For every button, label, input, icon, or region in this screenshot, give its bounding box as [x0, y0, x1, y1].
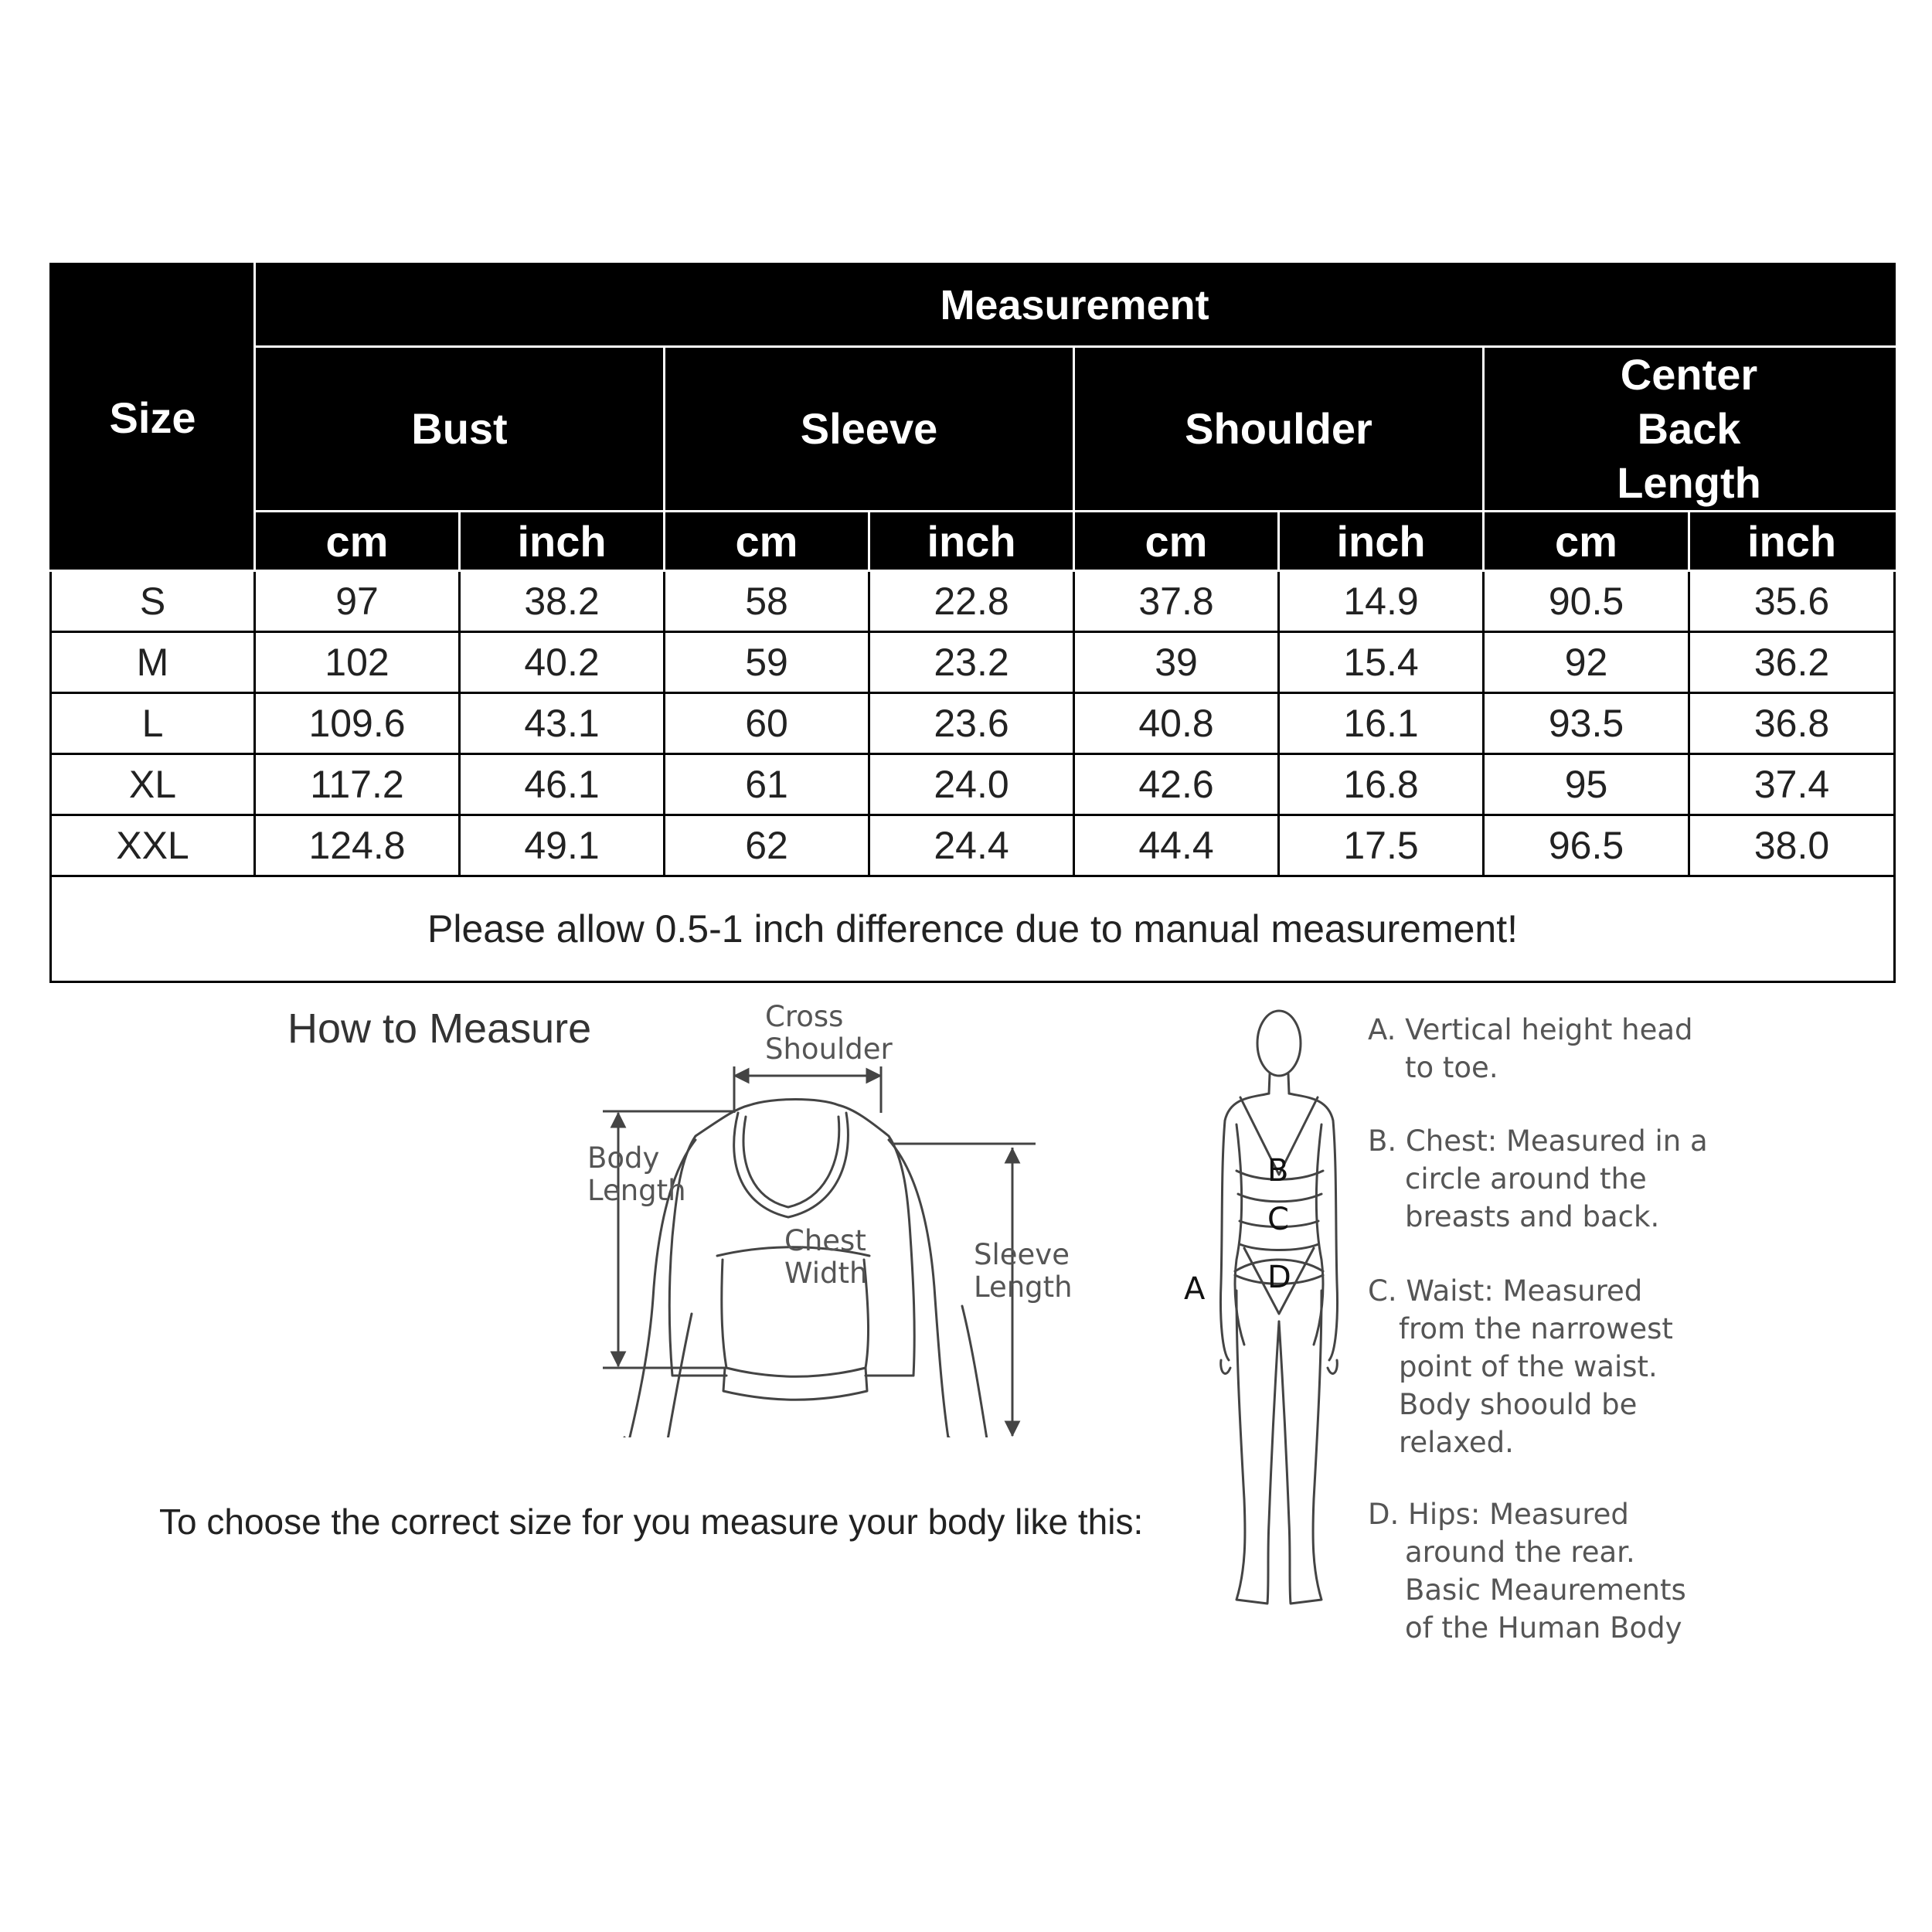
value-cell: 16.1: [1279, 693, 1484, 754]
definition-d: [1368, 1495, 1770, 1647]
value-cell: 117.2: [255, 754, 460, 815]
definition-line: circle around the: [1405, 1162, 1647, 1196]
value-cell: 97: [255, 571, 460, 632]
size-cell: M: [51, 632, 255, 693]
body-letter-d: D: [1267, 1260, 1291, 1295]
value-cell: 93.5: [1484, 693, 1689, 754]
value-cell: 23.2: [869, 632, 1074, 693]
table-row: [51, 815, 1895, 876]
unit-header: inch: [1279, 512, 1484, 571]
size-cell: L: [51, 693, 255, 754]
definition-line: A. Vertical height head: [1368, 1013, 1693, 1046]
sweater-diagram: [541, 1005, 1097, 1437]
value-cell: 23.6: [869, 693, 1074, 754]
body-figure-diagram: [1159, 997, 1360, 1631]
value-cell: 35.6: [1689, 571, 1895, 632]
value-cell: 109.6: [255, 693, 460, 754]
value-cell: 62: [665, 815, 869, 876]
value-cell: 59: [665, 632, 869, 693]
definition-line: around the rear.: [1405, 1536, 1635, 1569]
value-cell: 102: [255, 632, 460, 693]
definition-line: from the narrowest: [1399, 1312, 1673, 1345]
value-cell: 90.5: [1484, 571, 1689, 632]
value-cell: 46.1: [460, 754, 665, 815]
body-letter-b: B: [1267, 1153, 1289, 1189]
value-cell: 17.5: [1279, 815, 1484, 876]
cross-shoulder-label-line: Shoulder: [765, 1032, 893, 1066]
definition-c: [1368, 1272, 1770, 1461]
measurement-note: Please allow 0.5-1 inch difference due to manual measurement!: [51, 876, 1895, 982]
size-cell: XXL: [51, 815, 255, 876]
definition-line: point of the waist.: [1399, 1350, 1658, 1383]
value-cell: 24.0: [869, 754, 1074, 815]
value-cell: 49.1: [460, 815, 665, 876]
chest-width-label-line: Chest: [784, 1224, 866, 1257]
size-cell: S: [51, 571, 255, 632]
value-cell: 37.8: [1074, 571, 1279, 632]
size-cell: XL: [51, 754, 255, 815]
unit-header: inch: [460, 512, 665, 571]
definition-line: relaxed.: [1399, 1426, 1514, 1459]
value-cell: 42.6: [1074, 754, 1279, 815]
unit-header: cm: [1074, 512, 1279, 571]
value-cell: 96.5: [1484, 815, 1689, 876]
head: [1257, 1011, 1301, 1076]
unit-header: cm: [665, 512, 869, 571]
center-back-length-header: [1484, 347, 1895, 512]
value-cell: 124.8: [255, 815, 460, 876]
table-row: [51, 754, 1895, 815]
definition-a: [1368, 1011, 1770, 1087]
sleeve-length-label: [974, 1239, 1073, 1304]
unit-header: inch: [1689, 512, 1895, 571]
value-cell: 15.4: [1279, 632, 1484, 693]
definition-b: [1368, 1122, 1770, 1236]
cross-shoulder-label: [765, 1001, 893, 1066]
value-cell: 58: [665, 571, 869, 632]
value-cell: 36.2: [1689, 632, 1895, 693]
value-cell: 38.0: [1689, 815, 1895, 876]
note-row: [51, 876, 1895, 982]
measurement-header: Measurement: [255, 264, 1895, 347]
shoulder-header: Shoulder: [1074, 347, 1484, 512]
body-letter-c: C: [1267, 1202, 1289, 1237]
value-cell: 37.4: [1689, 754, 1895, 815]
definition-line: of the Human Body: [1405, 1611, 1682, 1645]
sleeve-header: Sleeve: [665, 347, 1074, 512]
chest-width-label: [784, 1225, 868, 1290]
value-cell: 40.2: [460, 632, 665, 693]
definition-line: Body shoould be: [1399, 1388, 1638, 1421]
unit-header: cm: [255, 512, 460, 571]
definition-line: D. Hips: Measured: [1368, 1498, 1629, 1531]
value-cell: 40.8: [1074, 693, 1279, 754]
center-back-length-label: Center Back Length: [1617, 350, 1761, 507]
definition-line: to toe.: [1405, 1051, 1498, 1084]
body-length-label-line: Body: [587, 1141, 660, 1175]
value-cell: 22.8: [869, 571, 1074, 632]
sleeve-length-label-line: Sleeve: [974, 1238, 1070, 1271]
value-cell: 61: [665, 754, 869, 815]
choose-size-instruction: To choose the correct size for you measure your body like this:: [159, 1502, 1144, 1542]
value-cell: 36.8: [1689, 693, 1895, 754]
body-length-label-line: Length: [587, 1174, 686, 1207]
value-cell: 38.2: [460, 571, 665, 632]
value-cell: 16.8: [1279, 754, 1484, 815]
value-cell: 24.4: [869, 815, 1074, 876]
body-letter-a: A: [1184, 1271, 1206, 1307]
value-cell: 60: [665, 693, 869, 754]
cross-shoulder-label-line: Cross: [765, 1000, 844, 1033]
unit-header: inch: [869, 512, 1074, 571]
body-length-label: [587, 1142, 686, 1207]
table-row: [51, 693, 1895, 754]
value-cell: 14.9: [1279, 571, 1484, 632]
table-row: [51, 571, 1895, 632]
sleeve-length-label-line: Length: [974, 1270, 1073, 1304]
definition-line: C. Waist: Measured: [1368, 1274, 1643, 1308]
chest-width-label-line: Width: [784, 1257, 868, 1290]
value-cell: 43.1: [460, 693, 665, 754]
value-cell: 39: [1074, 632, 1279, 693]
how-to-measure-title: How to Measure: [287, 1005, 592, 1052]
definition-line: Basic Meaurements: [1405, 1573, 1686, 1607]
table-row: [51, 632, 1895, 693]
definition-line: B. Chest: Measured in a: [1368, 1124, 1708, 1158]
size-chart-table: [49, 263, 1896, 983]
size-header: Size: [51, 264, 255, 571]
bust-header: Bust: [255, 347, 665, 512]
definition-line: breasts and back.: [1405, 1200, 1660, 1233]
value-cell: 95: [1484, 754, 1689, 815]
unit-header: cm: [1484, 512, 1689, 571]
value-cell: 44.4: [1074, 815, 1279, 876]
value-cell: 92: [1484, 632, 1689, 693]
